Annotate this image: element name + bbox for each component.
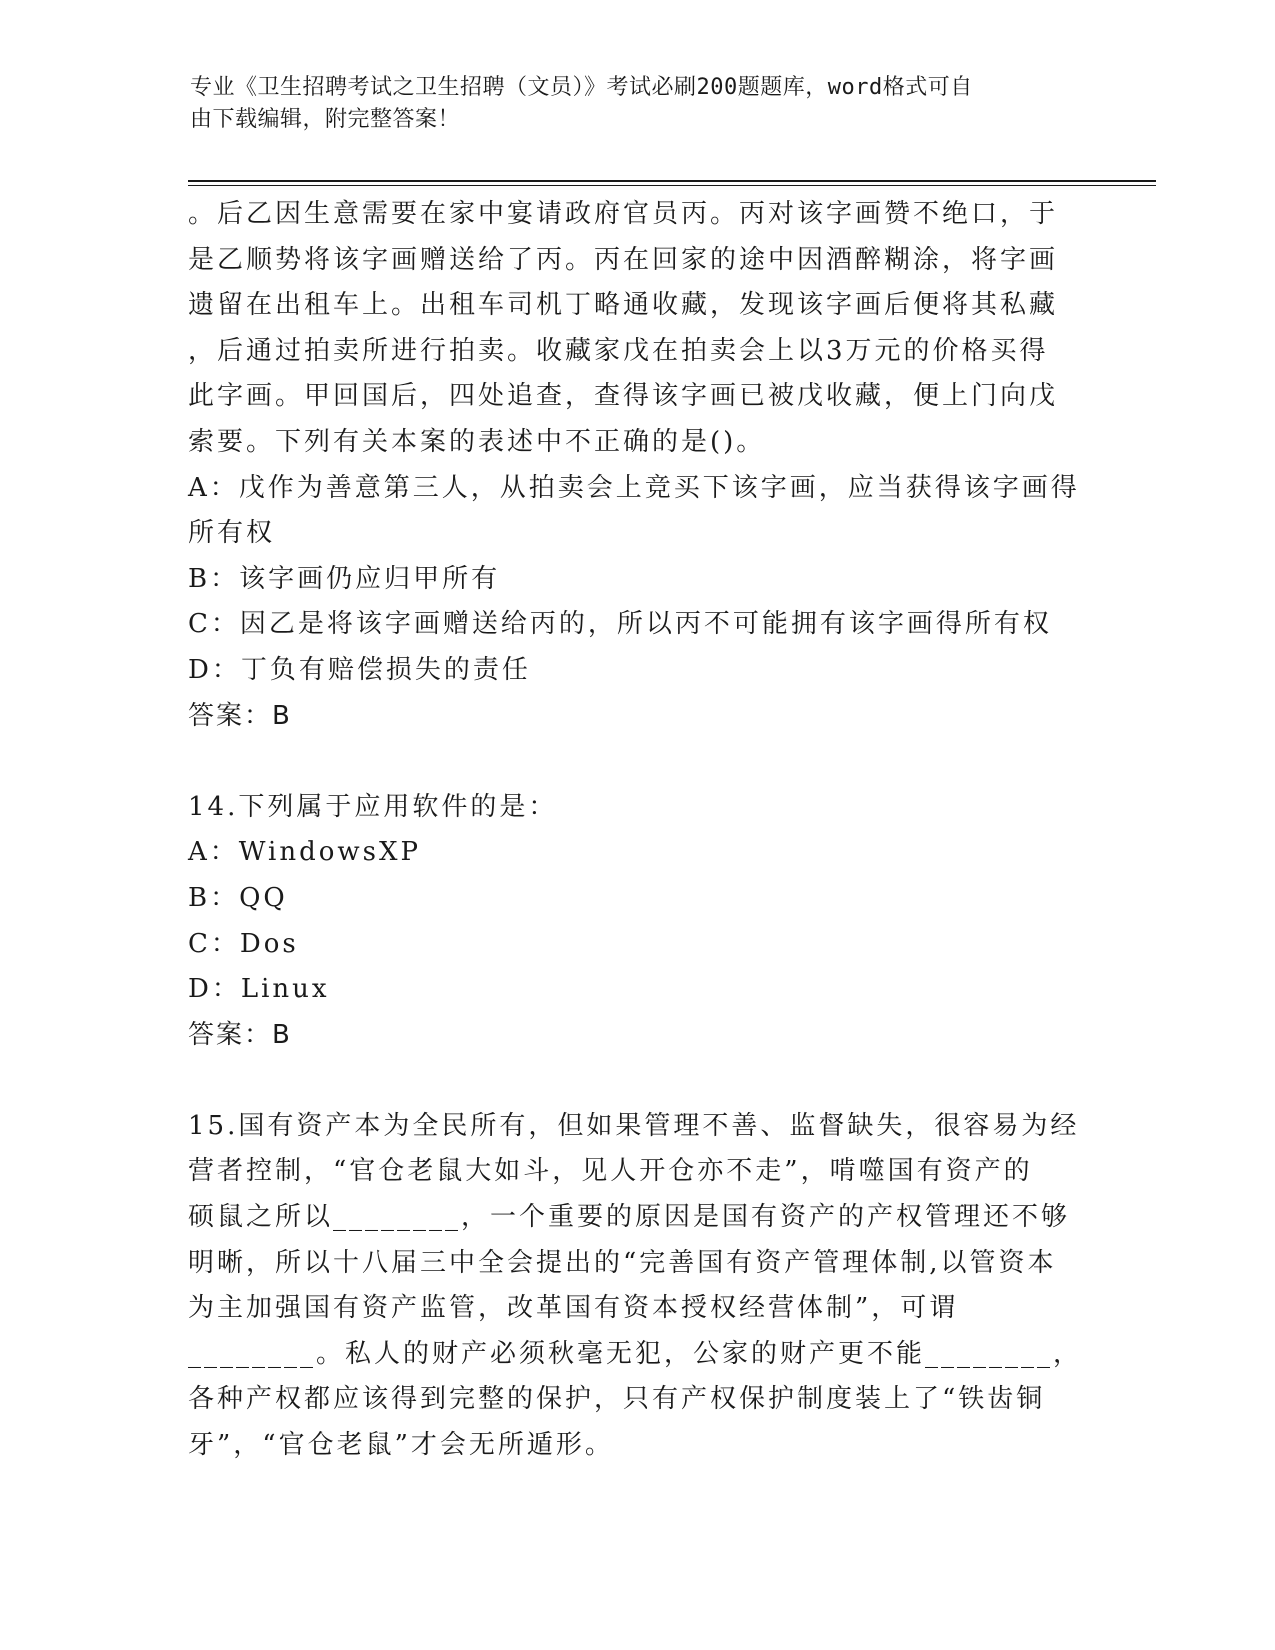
question-15-stem-line: ________。私人的财产必须秋毫无犯，公家的财产更不能________， [188, 1338, 1083, 1369]
question-14-option-c: C：Dos [188, 928, 299, 959]
question-13-stem-line: 索要。下列有关本案的表述中不正确的是()。 [188, 426, 766, 457]
question-15-stem-line: 牙”，“官仓老鼠”才会无所遁形。 [188, 1430, 614, 1461]
question-15 [188, 1104, 1088, 1469]
question-15-stem-line: 为主加强国有资产监管，改革国有资本授权经营体制”，可谓 [188, 1293, 959, 1324]
header-line-2: 由下载编辑，附完整答案！ [190, 107, 461, 132]
question-13-answer: 答案：B [188, 700, 292, 731]
question-14-option-a: A：WindowsXP [188, 837, 422, 868]
question-15-stem-line: 各种产权都应该得到完整的保护，只有产权保护制度装上了“铁齿铜 [188, 1384, 1046, 1415]
question-13-option-d: D：丁负有赔偿损失的责任 [188, 654, 531, 685]
question-13-stem-line: 是乙顺势将该字画赠送给了丙。丙在回家的途中因酒醉糊涂，将字画 [188, 244, 1059, 275]
spacer [188, 739, 1088, 785]
header-line-1: 专业《卫生招聘考试之卫生招聘（文员）》考试必刷200题题库，word格式可自 [190, 75, 973, 100]
question-13-option-a: A：戊作为善意第三人，从拍卖会上竞买下该字画，应当获得该字画得 [188, 472, 1080, 503]
question-13-option-c: C：因乙是将该字画赠送给丙的，所以丙不可能拥有该字画得所有权 [188, 609, 1052, 640]
header-divider-thin [188, 185, 1156, 186]
header-divider-thick [188, 180, 1156, 182]
question-13-stem-line: 。后乙因生意需要在家中宴请政府官员丙。丙对该字画赞不绝口，于 [188, 199, 1059, 229]
question-13-stem-line: ，后通过拍卖所进行拍卖。收藏家戊在拍卖会上以3万元的价格买得 [188, 335, 1049, 366]
document-header [190, 72, 1080, 136]
question-15-stem-line: 营者控制，“官仓老鼠大如斗，见人开仓亦不走”，啃噬国有资产的 [188, 1156, 1033, 1187]
question-13-option-a-cont: 所有权 [188, 518, 276, 549]
question-14-stem: 14.下列属于应用软件的是： [188, 791, 558, 822]
question-13-stem-line: 此字画。甲回国后，四处追查，查得该字画已被戊收藏，便上门向戊 [188, 381, 1059, 412]
question-13-stem-line: 遗留在出租车上。出租车司机丁略通收藏，发现该字画后便将其私藏 [188, 290, 1059, 321]
question-14 [188, 785, 1088, 1059]
question-15-stem-line: 明晰，所以十八届三中全会提出的“完善国有资产管理体制,以管资本 [188, 1247, 1057, 1278]
question-14-option-b: B：QQ [188, 882, 288, 913]
question-14-option-d: D：Linux [188, 974, 330, 1005]
document-body [188, 192, 1088, 1469]
spacer [188, 1058, 1088, 1104]
question-13-option-b: B：该字画仍应归甲所有 [188, 563, 501, 594]
question-13 [188, 192, 1088, 739]
question-14-answer: 答案：B [188, 1019, 292, 1050]
question-15-stem-line: 15.国有资产本为全民所有，但如果管理不善、监督缺失，很容易为经 [188, 1110, 1080, 1141]
question-15-stem-line: 硕鼠之所以________，一个重要的原因是国有资产的产权管理还不够 [188, 1202, 1071, 1233]
